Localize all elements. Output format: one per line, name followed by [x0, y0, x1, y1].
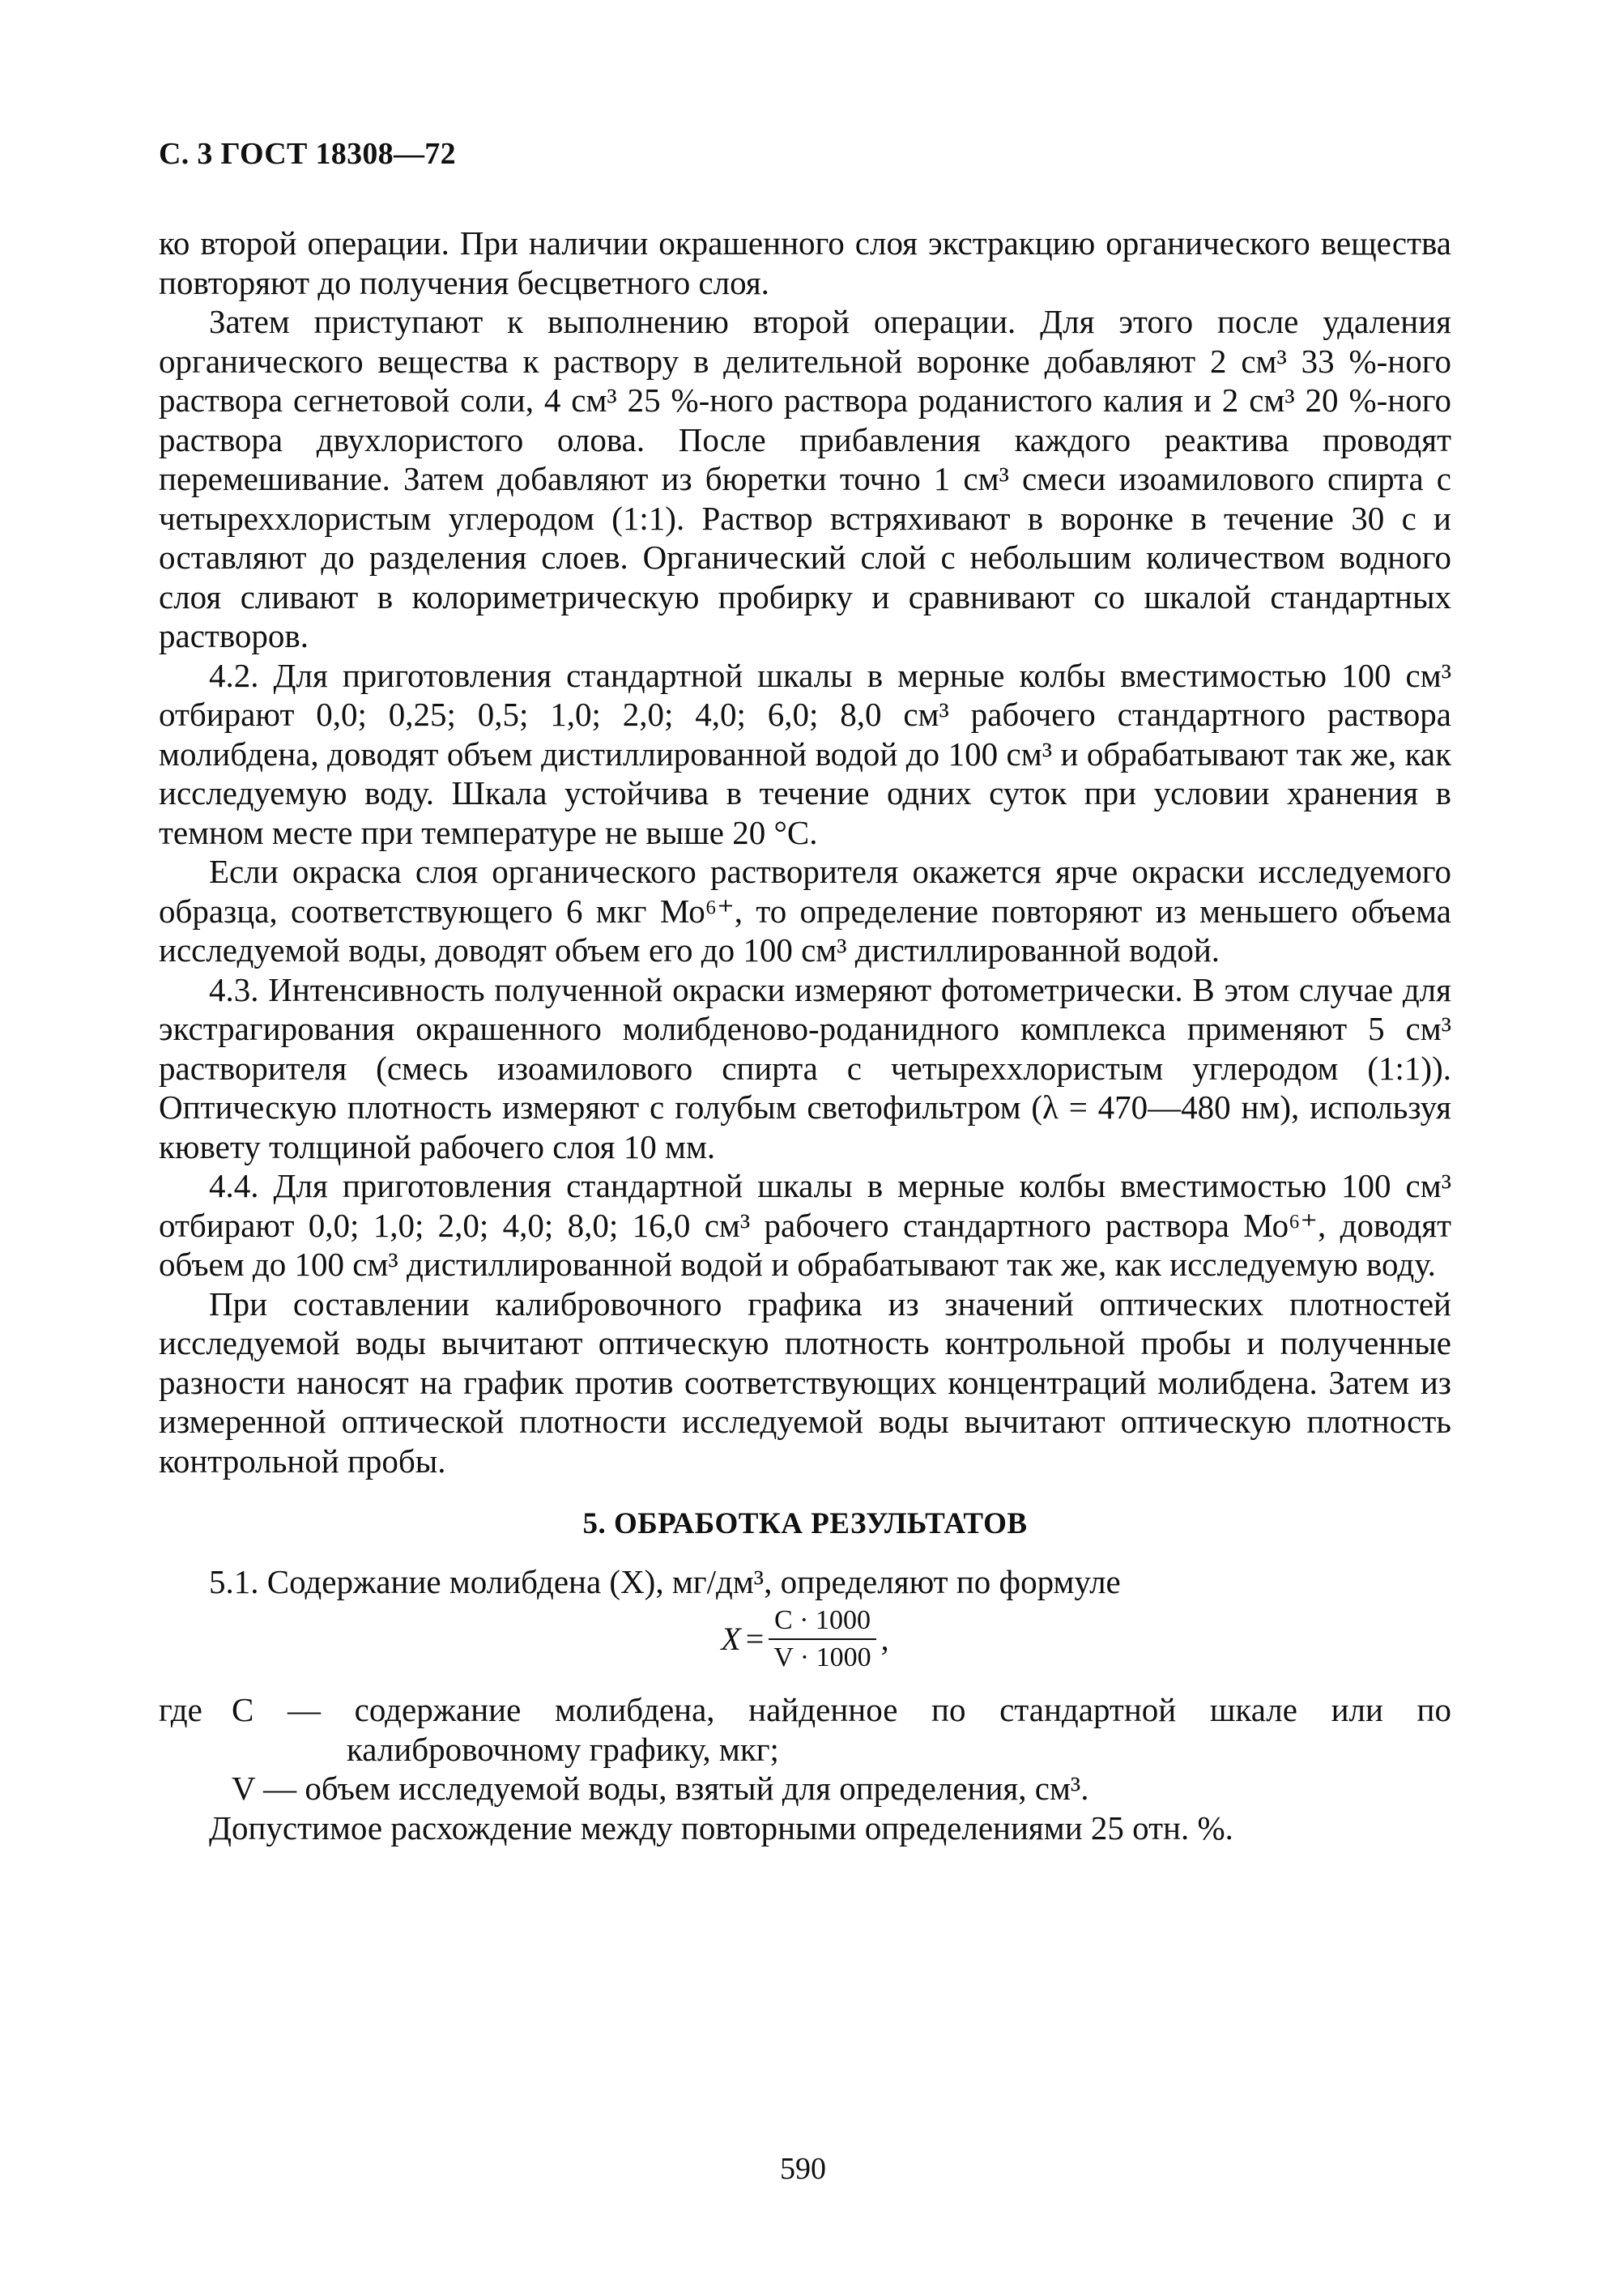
- formula-numerator: C · 1000: [773, 1605, 871, 1635]
- paragraph-repeat-determination: Если окраска слоя органического растворителя окажется ярче окраски исследуемого образца, соответствующего 6 мкг Мо⁶⁺, то определение повторяют из меньшего объема исследуемой воды, доводят объем его до 100 см³ дистиллированной водой.: [159, 853, 1451, 969]
- term-v-definition: V — объем исследуемой воды, взятый для определения, см³.: [232, 1770, 1089, 1807]
- molybdenum-formula: [159, 1604, 1451, 1674]
- where-block: [159, 1690, 1451, 1769]
- paragraph-4-3: 4.3. Интенсивность полученной окраски измеряют фотометрически. В этом случае для экстрагирования окрашенного молибденово-роданидного комплекса применяют 5 см³ растворителя (смесь изоамилового спирта с четыреххлористым углеродом (1:1)). Оптическую плотность измеряют с голубым светофильтром (λ = 470—480 нм), используя кювету толщиной рабочего слоя 10 мм.: [159, 970, 1451, 1165]
- paragraph-5-1: 5.1. Содержание молибдена (X), мг/дм³, определяют по формуле: [209, 1562, 1121, 1600]
- formula-lhs: X: [721, 1620, 741, 1657]
- running-header: С. 3 ГОСТ 18308—72: [159, 137, 456, 171]
- section-heading-results: 5. ОБРАБОТКА РЕЗУЛЬТАТОВ: [582, 1507, 1028, 1540]
- formula-fraction: [769, 1604, 875, 1674]
- paragraph-4-2: 4.2. Для приготовления стандартной шкалы в мерные колбы вместимостью 100 см³ отбирают 0,0; 0,25; 0,5; 1,0; 2,0; 4,0; 6,0; 8,0 см³ рабочего стандартного раствора молибдена, доводят объем дистиллированной водой до 100 см³ и обрабатывают так же, как исследуемую воду. Шкала устойчива в течение одних суток при условии хранения в темном месте при температуре не выше 20 °С.: [159, 656, 1451, 851]
- paragraph-4-4: 4.4. Для приготовления стандартной шкалы в мерные колбы вместимостью 100 см³ отбирают 0,0; 1,0; 2,0; 4,0; 8,0; 16,0 см³ рабочего стандартного раствора Мо⁶⁺, доводят объем до 100 см³ дистиллированной водой и обрабатывают так же, как исследуемую воду.: [159, 1167, 1451, 1283]
- formula-trailing-comma: ,: [880, 1620, 889, 1657]
- page-number: 590: [780, 2152, 826, 2186]
- document-body: [159, 224, 1451, 1847]
- formula-equals: =: [745, 1620, 765, 1657]
- where-label: где: [159, 1691, 202, 1728]
- paragraph-continuation: ко второй операции. При наличии окрашенного слоя экстракцию органического вещества повторяют до получения бесцветного слоя.: [159, 224, 1451, 301]
- term-c-definition: C — содержание молибдена, найденное по стандартной шкале или по калибровочному графику, мкг;: [232, 1691, 1451, 1768]
- paragraph-second-operation: Затем приступают к выполнению второй операции. Для этого после удаления органического вещества к раствору в делительной воронке добавляют 2 см³ 33 %-ного раствора сегнетовой соли, 4 см³ 25 %-ного раствора роданистого калия и 2 см³ 20 %-ного раствора двухлористого олова. После прибавления каждого реактива проводят перемешивание. Затем добавляют из бюретки точно 1 см³ смеси изоамилового спирта с четыреххлористым углеродом (1:1). Раствор встряхивают в воронке в течение 30 с и оставляют до разделения слоев. Органический слой с небольшим количеством водного слоя сливают в колориметрическую пробирку и сравнивают со шкалой стандартных растворов.: [159, 303, 1451, 654]
- paragraph-tolerance: Допустимое расхождение между повторными определениями 25 отн. %.: [209, 1808, 1233, 1847]
- formula-denominator: V · 1000: [769, 1638, 875, 1674]
- paragraph-calibration: При составлении калибровочного графика из значений оптических плотностей исследуемой воды вычитают оптическую плотность контрольной пробы и полученные разности наносят на график против соответствующих концентраций молибдена. Затем из измеренной оптической плотности исследуемой воды вычитают оптическую плотность контрольной пробы.: [159, 1284, 1451, 1480]
